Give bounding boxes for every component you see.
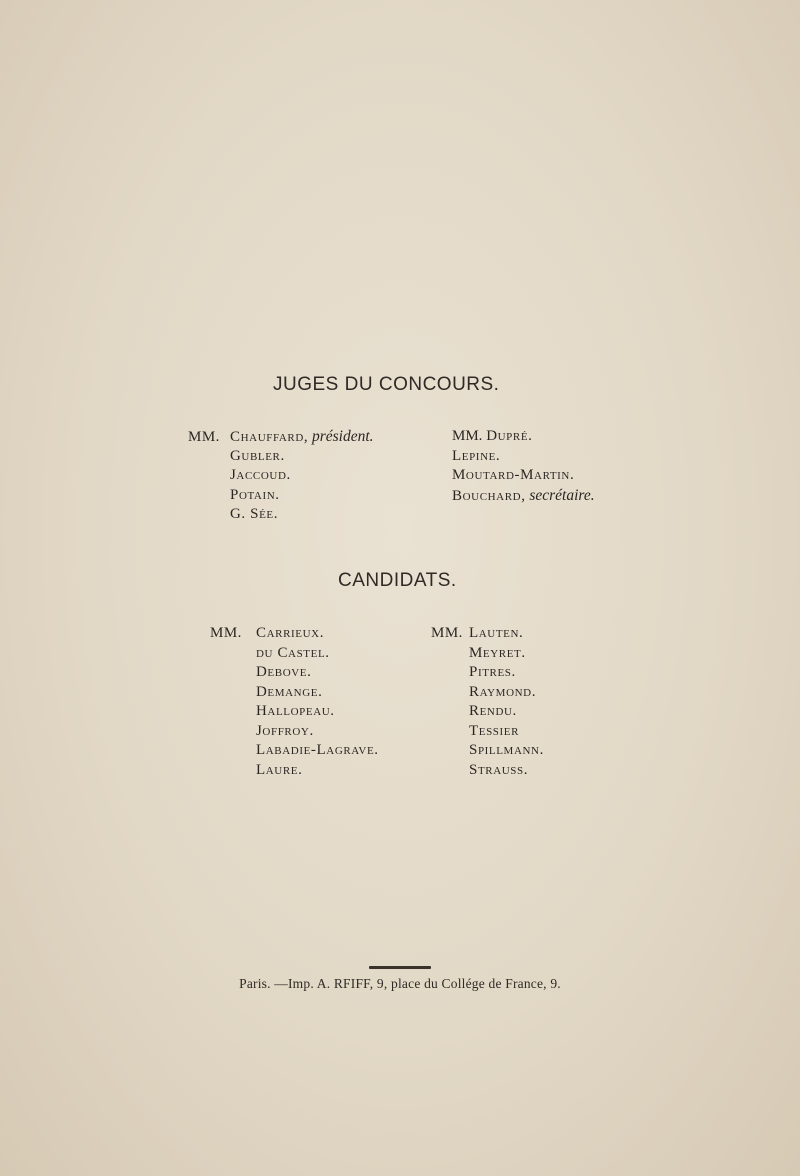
candidate-row: [431, 761, 544, 781]
judge-row: [188, 447, 374, 467]
candidate-row: [431, 644, 544, 664]
candidate-name: Hallopeau.: [256, 703, 335, 719]
judge-row: [452, 466, 595, 486]
judge-name: Moutard-Martin.: [452, 467, 575, 483]
candidate-name: Pitres.: [469, 664, 516, 680]
judge-row: [188, 505, 374, 525]
candidate-row: [210, 644, 379, 664]
candidate-row: [210, 702, 379, 722]
candidate-row: [431, 663, 544, 683]
judge-name: Lepine.: [452, 447, 501, 464]
candidate-name: Demange.: [256, 683, 323, 700]
judge-name: Potain.: [230, 486, 280, 503]
candidate-name: Laure.: [256, 761, 303, 778]
candidate-name: Rendu.: [469, 703, 517, 719]
candidate-name: du Castel.: [256, 644, 330, 661]
judge-name: Gubler.: [230, 447, 285, 464]
judge-row: [188, 486, 374, 506]
judge-role: secrétaire.: [529, 486, 595, 504]
judge-name: Bouchard,: [452, 487, 526, 504]
judge-row: [188, 466, 374, 486]
candidate-row: [431, 741, 544, 761]
candidates-left-column: [210, 624, 379, 780]
candidate-name: Meyret.: [469, 644, 526, 661]
candidate-row: [210, 663, 379, 683]
printer-imprint: Paris. —Imp. A. RFIFF, 9, place du Collége de France, 9.: [239, 976, 561, 991]
judge-row: [452, 447, 595, 467]
candidates-right-column: [431, 624, 544, 780]
candidate-name: Lauten.: [469, 625, 524, 641]
candidate-name: Strauss.: [469, 761, 529, 778]
candidate-row: [431, 624, 544, 644]
candidates-left-prefix: MM.: [210, 625, 242, 641]
judge-name: Dupré.: [486, 428, 533, 444]
judge-name: G. Sée.: [230, 506, 279, 522]
candidate-row: [210, 761, 379, 781]
candidate-row: [210, 683, 379, 703]
candidate-row: [431, 683, 544, 703]
judge-name: Chauffard,: [230, 429, 309, 445]
judge-row: [452, 427, 595, 447]
candidate-name: Labadie-Lagrave.: [256, 742, 379, 758]
candidate-row: [431, 722, 544, 742]
candidate-name: Debove.: [256, 664, 312, 680]
candidate-name: Raymond.: [469, 683, 537, 700]
judges-title: JUGES DU CONCOURS.: [273, 374, 500, 395]
judge-name: Jaccoud.: [230, 467, 291, 483]
candidate-row: [210, 624, 379, 644]
candidate-name: Joffroy.: [256, 722, 314, 739]
candidates-title: CANDIDATS.: [338, 570, 457, 591]
candidate-row: [210, 722, 379, 742]
divider-rule: [369, 966, 431, 969]
judge-row: [188, 427, 374, 447]
candidates-right-prefix: MM.: [431, 625, 463, 641]
judge-role: président.: [311, 428, 374, 445]
judges-left-column: [188, 427, 374, 525]
candidate-name: Tessier: [469, 722, 520, 739]
candidate-name: Spillmann.: [469, 742, 544, 758]
judges-right-column: [452, 427, 595, 505]
candidate-name: Carrieux.: [256, 625, 325, 641]
judge-row: [452, 486, 595, 506]
candidate-row: [431, 702, 544, 722]
candidate-row: [210, 741, 379, 761]
judges-right-prefix: MM.: [452, 428, 483, 444]
judges-left-prefix: MM.: [188, 429, 220, 445]
